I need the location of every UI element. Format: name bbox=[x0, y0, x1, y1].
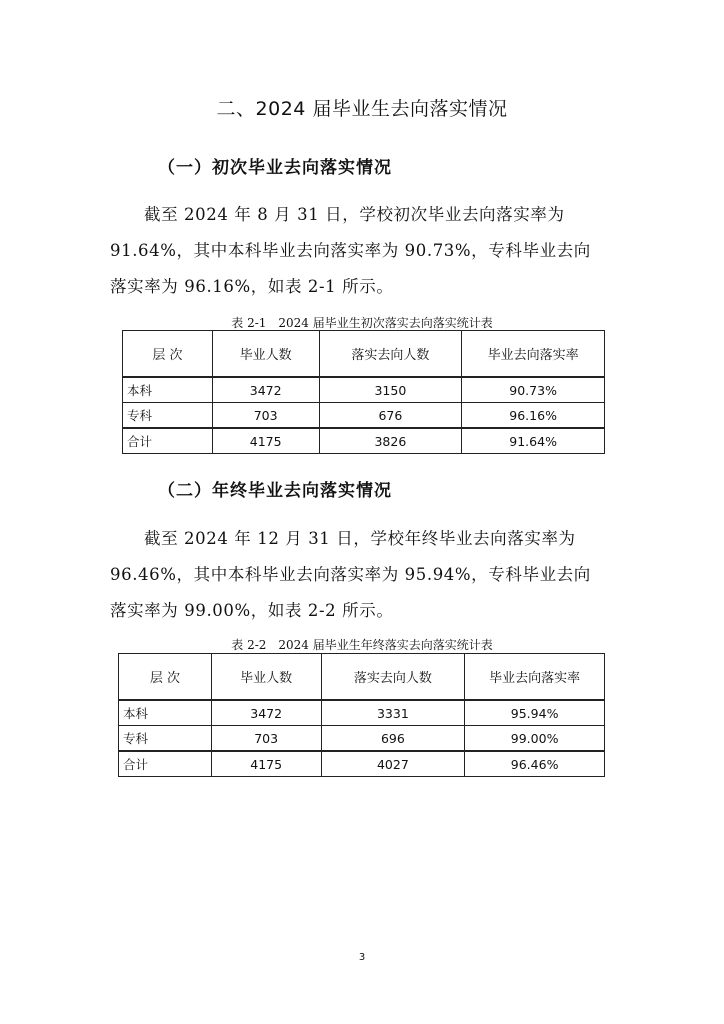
table-cell: 本科 bbox=[119, 700, 212, 726]
table-row bbox=[119, 726, 605, 752]
table-header-cell: 落实去向人数 bbox=[319, 331, 462, 378]
page-title: 二、2024 届毕业生去向落实情况 bbox=[216, 98, 508, 120]
table-cell: 90.73% bbox=[462, 377, 605, 403]
table-cell: 95.94% bbox=[465, 700, 605, 726]
paragraph-line: 落实率为 96.16%，如表 2-1 所示。 bbox=[110, 277, 394, 296]
paragraph-line: 91.64%，其中本科毕业去向落实率为 90.73%，专科毕业去向 bbox=[110, 241, 591, 260]
paragraph-line: 落实率为 99.00%，如表 2-2 所示。 bbox=[110, 601, 394, 620]
table-cell: 本科 bbox=[123, 377, 213, 403]
table-cell: 4175 bbox=[212, 428, 319, 454]
table-header-cell: 毕业去向落实率 bbox=[462, 331, 605, 378]
paragraph-line: 96.46%，其中本科毕业去向落实率为 95.94%，专科毕业去向 bbox=[110, 565, 591, 584]
table-header-cell: 毕业人数 bbox=[211, 654, 321, 701]
table-cell: 4027 bbox=[321, 751, 465, 777]
table-initial-placement bbox=[122, 330, 605, 454]
table-cell: 703 bbox=[212, 403, 319, 429]
table-cell: 专科 bbox=[123, 403, 213, 429]
paragraph-line: 截至 2024 年 12 月 31 日，学校年终毕业去向落实率为 bbox=[144, 529, 576, 548]
table-header-cell: 层 次 bbox=[123, 331, 213, 378]
table-row bbox=[119, 700, 605, 726]
table-header-cell: 毕业去向落实率 bbox=[465, 654, 605, 701]
table-cell: 96.16% bbox=[462, 403, 605, 429]
section-heading-initial: （一）初次毕业去向落实情况 bbox=[158, 158, 392, 178]
table-total-row bbox=[123, 428, 605, 454]
table-row bbox=[123, 377, 605, 403]
table-caption-2-1: 表 2-1 2024 届毕业生初次落实去向落实统计表 bbox=[231, 316, 493, 330]
table-cell: 91.64% bbox=[462, 428, 605, 454]
table-cell: 4175 bbox=[211, 751, 321, 777]
table-cell: 合计 bbox=[123, 428, 213, 454]
table-cell: 99.00% bbox=[465, 726, 605, 752]
table-cell: 3472 bbox=[211, 700, 321, 726]
table-header-row bbox=[119, 654, 605, 701]
table-cell: 3826 bbox=[319, 428, 462, 454]
paragraph-initial-cont bbox=[110, 233, 615, 305]
table-cell: 676 bbox=[319, 403, 462, 429]
table-cell: 696 bbox=[321, 726, 465, 752]
paragraph-yearend-cont bbox=[110, 557, 615, 629]
paragraph-initial bbox=[110, 197, 615, 233]
section-heading-yearend: （二）年终毕业去向落实情况 bbox=[158, 481, 392, 501]
page-number: 3 bbox=[358, 952, 366, 963]
table-header-row bbox=[123, 331, 605, 378]
table-cell: 703 bbox=[211, 726, 321, 752]
table-total-row bbox=[119, 751, 605, 777]
table-cell: 合计 bbox=[119, 751, 212, 777]
table-header-cell: 层 次 bbox=[119, 654, 212, 701]
table-cell: 3331 bbox=[321, 700, 465, 726]
table-cell: 3150 bbox=[319, 377, 462, 403]
table-yearend-placement bbox=[118, 653, 605, 777]
table-cell: 3472 bbox=[212, 377, 319, 403]
table-header-cell: 毕业人数 bbox=[212, 331, 319, 378]
table-cell: 96.46% bbox=[465, 751, 605, 777]
paragraph-yearend bbox=[110, 521, 615, 557]
table-row bbox=[123, 403, 605, 429]
table-caption-2-2: 表 2-2 2024 届毕业生年终落实去向落实统计表 bbox=[231, 638, 493, 652]
table-cell: 专科 bbox=[119, 726, 212, 752]
paragraph-line: 截至 2024 年 8 月 31 日，学校初次毕业去向落实率为 bbox=[144, 205, 565, 224]
table-header-cell: 落实去向人数 bbox=[321, 654, 465, 701]
